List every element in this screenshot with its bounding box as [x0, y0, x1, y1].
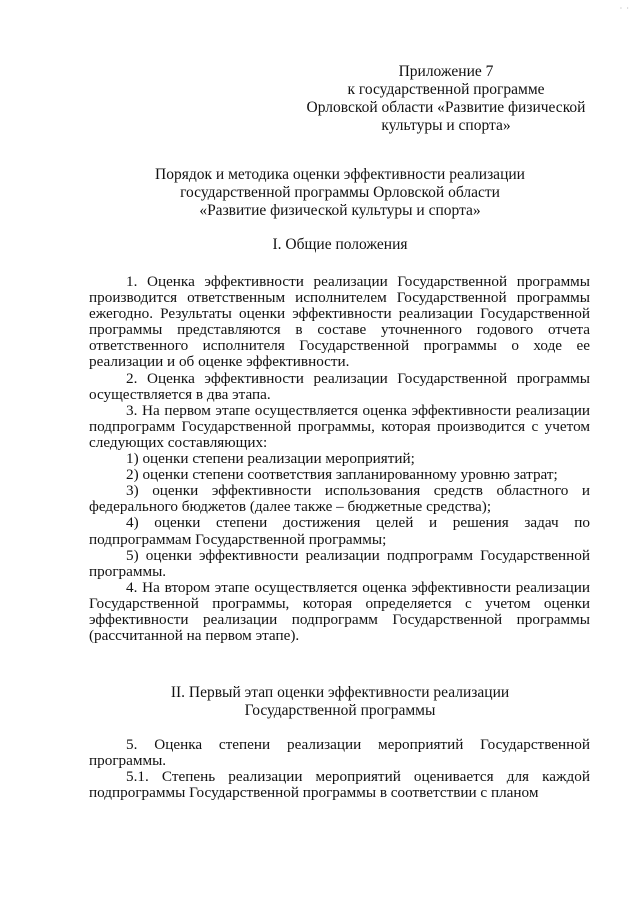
document-title — [90, 166, 590, 220]
section-heading-general — [90, 236, 590, 254]
paragraph: 5.1. Степень реализации мероприятий оценивается для каждой подпрограммы Государственной программы в соответствии с планом — [89, 768, 590, 802]
section-heading-line: II. Первый этап оценки эффективности реализации — [170, 684, 510, 701]
list-item: 1) оценки степени реализации мероприятий; — [126, 450, 415, 468]
list-item: 2) оценки степени соответствия запланированному уровню затрат; — [126, 466, 558, 484]
paragraph: 3. На первом этапе осуществляется оценка эффективности реализации подпрограмм Государственной программы, которая производится с учетом следующих составляющих: — [89, 401, 590, 451]
list-item: 5) оценки эффективности реализации подпрограмм Государственной программы. — [89, 546, 590, 580]
appendix-header — [300, 63, 592, 135]
paragraph: 4. На втором этапе осуществляется оценка эффективности реализации Государственной программы, которая определяется с учетом оценки эффективности реализации подпрограмм Государственной программы (рассчитанной на первом этапе). — [89, 578, 590, 645]
title-line: «Развитие физической культуры и спорта» — [199, 202, 481, 219]
paragraph: 2. Оценка эффективности реализации Государственной программы осуществляется в два этапа. — [89, 369, 590, 403]
paragraph: 1. Оценка эффективности реализации Государственной программы производится ответственным исполнителем Государственной программы ежегодно. Результаты оценки эффективности реализации Государственной программы представляются в составе уточненного годового отчета ответственного исполнителя Государственной программы о ходе ее реализации и об оценке эффективности. — [89, 273, 590, 371]
title-line: Порядок и методика оценки эффективности реализации — [155, 166, 525, 183]
paragraph: 5. Оценка степени реализации мероприятий Государственной программы. — [89, 736, 590, 770]
appendix-line: к государственной программе — [347, 81, 545, 98]
corner-mark: · · — [619, 4, 630, 13]
section-body-first-stage — [89, 737, 590, 801]
section-heading-line: Государственной программы — [244, 702, 436, 719]
section-heading-first-stage — [90, 684, 590, 720]
section-body-general — [89, 274, 590, 644]
appendix-line: Приложение 7 — [398, 63, 494, 80]
title-line: государственной программы Орловской области — [180, 184, 500, 201]
list-item: 4) оценки степени достижения целей и решения задач по подпрограммам Государственной программы; — [89, 514, 590, 548]
section-heading-text: I. Общие положения — [272, 236, 408, 253]
appendix-line: Орловской области «Развитие физической — [306, 99, 586, 116]
list-item: 3) оценки эффективности использования средств областного и федерального бюджетов (далее также – бюджетные средства); — [89, 482, 590, 516]
appendix-line: культуры и спорта» — [381, 117, 511, 134]
